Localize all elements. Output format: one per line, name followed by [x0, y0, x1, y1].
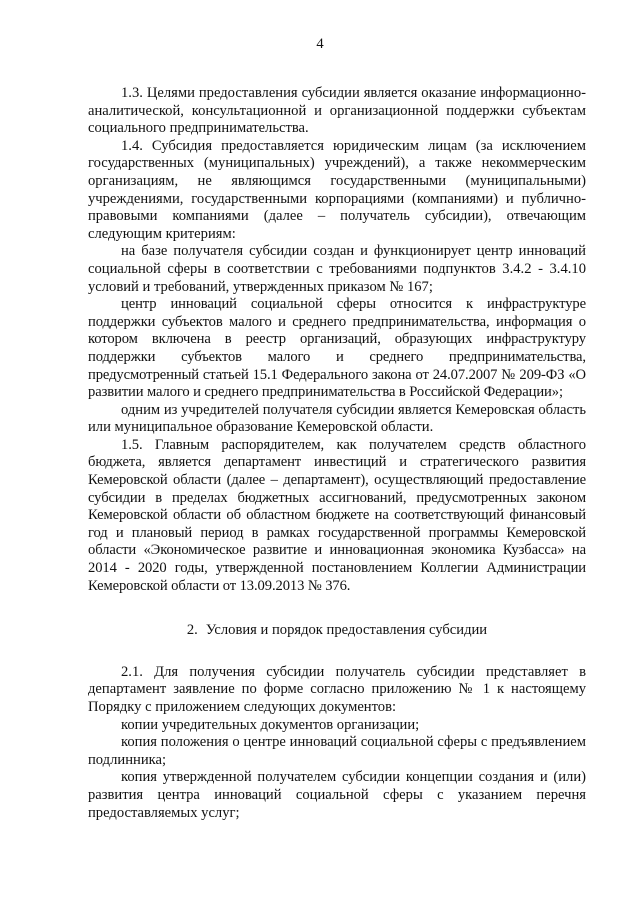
- section-2-heading: [88, 622, 586, 640]
- criterion-2: центр инноваций социальной сферы относится к инфраструктуре поддержки субъектов малого и среднего предпринимательства, информация о котором включена в реестр организаций, образующих инфраструктуру поддержки субъектов малого и среднего предпринимательства, предусмотренный статьей 15.1 Федерального закона от 24.07.2007 № 209-ФЗ «О развитии малого и среднего предпринимательства в Российской Федерации»;: [88, 296, 586, 401]
- document-item-2: копия положения о центре инноваций социальной сферы с предъявлением подлинника;: [88, 734, 586, 768]
- section-2-number: 2.: [186, 622, 198, 639]
- paragraph-1-4: 1.4. Субсидия предоставляется юридическим лицам (за исключением государственных (муниципальных) учреждений), а также некоммерческим организациям, не являющимся государственными (муниципальными) учреждениями, государственными корпорациями (компаниями) и публично-правовыми компаниями (далее – получатель субсидии), отвечающим следующим критериям:: [88, 137, 586, 242]
- criterion-1: на базе получателя субсидии создан и функционирует центр инноваций социальной сферы в соответствии с требованиями подпунктов 3.4.2 - 3.4.10 условий и требований, утвержденных приказом № 167;: [88, 243, 586, 295]
- criterion-3: одним из учредителей получателя субсидии является Кемеровская область или муниципальное образование Кемеровской области.: [88, 401, 586, 436]
- document-body: [88, 85, 586, 822]
- document-item-1: копии учредительных документов организации;: [121, 716, 420, 733]
- paragraph-1-5: 1.5. Главным распорядителем, как получателем средств областного бюджета, является департамент инвестиций и стратегического развития Кемеровской области (далее – департамент), осуществляющий предоставление субсидии в пределах бюджетных ассигнований, предусмотренных законом Кемеровской области об областном бюджете на соответствующий финансовый год и плановый период в рамках государственной программы Кемеровской области «Экономическое развитие и инновационная экономика Кузбасса» на 2014 - 2020 годы, утвержденной постановлением Коллегии Администрации Кемеровской области от 13.09.2013 № 376.: [88, 436, 586, 594]
- document-item-3: копия утвержденной получателем субсидии концепции создания и (или) развития центра инноваций социальной сферы с указанием перечня предоставляемых услуг;: [88, 769, 586, 821]
- section-2-title: Условия и порядок предоставления субсидии: [205, 622, 488, 639]
- paragraph-1-3: 1.3. Целями предоставления субсидии является оказание информационно-аналитической, консультационной и организационной поддержки субъектам социального предпринимательства.: [88, 85, 586, 137]
- paragraph-2-1: 2.1. Для получения субсидии получатель субсидии представляет в департамент заявление по форме согласно приложению № 1 к настоящему Порядку с приложением следующих документов:: [88, 663, 586, 715]
- page-number: 4: [316, 36, 324, 52]
